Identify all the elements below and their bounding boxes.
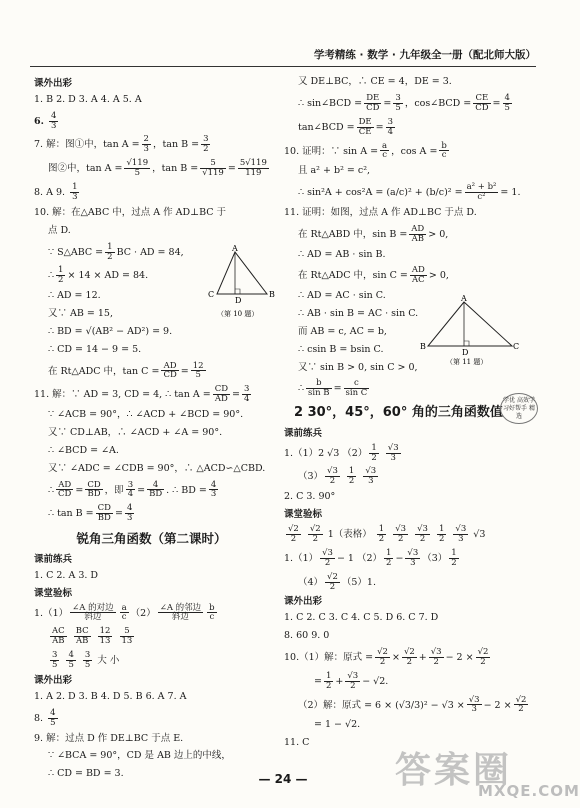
answer-line: tan∠BCD = $\frac{DE}{CE}$ = $\frac{3}{4}$: [298, 116, 394, 137]
answer-line: ∴ $\frac{b}{\text{sin B}}$ = $\frac{c}{\text{sin C}}$: [298, 378, 368, 399]
figure-caption: （第 11 题）: [446, 358, 488, 366]
answer-line: 6. $\frac{4}{3}$: [34, 110, 57, 131]
vertex-label-a: A: [461, 294, 467, 303]
answer-line: $\frac{AC}{AB}$ $\frac{BC}{AB}$ $\frac{12}{13}$ $\frac{5}{13}$: [52, 626, 133, 647]
answer-line: ∴ CD = 14 − 9 = 5.: [48, 343, 142, 355]
page-header: 学考精练 · 数学 · 九年级全一册（配北师大版）: [30, 44, 536, 67]
lesson-title: 2 30°，45°，60° 角的三角函数值: [294, 405, 503, 421]
answer-line: 而 AB = c, AC = b,: [298, 325, 387, 337]
vertex-label-b: B: [269, 290, 275, 299]
answer-line: 7. 解：图①中，tan A = $\frac{2}{3}$ ，tan B = $\frac{3}{2}$: [34, 134, 209, 155]
answer-line: （4） $\frac{√2}{2}$ （5）1.: [298, 571, 376, 592]
answer-line: ∴ csin B = bsin C.: [298, 343, 384, 355]
vertex-label-c: C: [513, 342, 520, 351]
answer-line: 在 Rt△ABD 中，sin B = $\frac{AD}{AB}$ > 0,: [298, 223, 449, 244]
answer-line: 10. 解：在△ABC 中，过点 A 作 AD⊥BC 于: [34, 207, 227, 218]
answer-line: ∵ S△ABC = $\frac{1}{2}$ BC · AD = 84,: [48, 241, 184, 262]
figure-10-triangle: [205, 244, 285, 322]
figure-11-triangle: [420, 294, 520, 372]
answer-line: 1. C 2. A 3. D: [34, 569, 99, 581]
answer-line: ∴ AD = AC · sin C.: [298, 290, 386, 302]
answer-line: = 1 − √2.: [314, 719, 361, 731]
answer-line: 又∵ ∠ADC = ∠CDB = 90°，∴ △ACD∽△CBD.: [48, 462, 266, 474]
answer-line: 10.（1）解：原式 = $\frac{√2}{2}$ × $\frac{√2}{2}$ + $\frac{√3}{2}$ − 2 × $\frac{√2}{2}$: [284, 646, 489, 667]
answer-line: 10. 证明：∵ sin A = $\frac{a}{c}$ ，cos A = $\frac{b}{c}$: [284, 140, 447, 161]
left-column: [34, 76, 269, 786]
answer-line: 8. A 9. $\frac{1}{3}$: [34, 182, 78, 203]
section-heading: 课前练兵: [284, 427, 323, 439]
vertex-label-c: C: [208, 290, 215, 299]
answer-line: 又∵ AB = 15,: [48, 308, 113, 320]
answer-line: 11. 解：∵ AD = 3, CD = 4, ∴ tan A = $\frac{CD}{AD}$ = $\frac{3}{4}$: [34, 384, 250, 405]
lesson-title: 锐角三角函数（第二课时）: [76, 531, 227, 547]
answer-line: ∴ tan B = $\frac{CD}{BD}$ = $\frac{4}{3}$: [48, 503, 133, 524]
answer-line: 点 D.: [48, 224, 71, 236]
section-heading: 课前练兵: [34, 554, 73, 566]
study-stamp: 学优 高效学习好帮手 精选: [500, 393, 538, 424]
figure-caption: （第 10 题）: [217, 310, 259, 318]
vertex-label-a: A: [232, 244, 238, 253]
answer-line: $\frac{√2}{2}$ $\frac{√2}{2}$ 1（表格） $\frac{1}{2}$ $\frac{√3}{2}$ $\frac{√3}{2}$ $\frac{1}{2}$ $\frac{√3}{3}$ √3: [288, 523, 486, 544]
watermark-url: MXQE.COM: [478, 782, 580, 800]
answer-line: （3） $\frac{√3}{2}$ $\frac{1}{2}$ $\frac{√3}{3}$: [298, 466, 377, 487]
answer-line: ∴ $\frac{1}{2}$ × 14 × AD = 84.: [48, 265, 149, 286]
answer-line: ∴ CD = BD = 3.: [48, 768, 124, 780]
vertex-label-d: D: [235, 296, 242, 305]
answer-line: ∴ sin∠BCD = $\frac{DE}{CD}$ = $\frac{3}{5}$ ，cos∠BCD = $\frac{CE}{CD}$ = $\frac{4}{5}$: [298, 92, 510, 113]
vertex-label-d: D: [462, 348, 469, 357]
answer-line: 1. A 2. D 3. B 4. D 5. B 6. A 7. A: [34, 690, 187, 702]
answer-line: 11. C: [284, 737, 310, 749]
answer-line: ∴ sin²A + cos²A = (a/c)² + (b/c)² = $\frac{\text{a² + b²}}{\text{c²}}$ = 1.: [298, 182, 521, 203]
section-heading: 课外出彩: [34, 78, 73, 89]
answer-line: ∴ $\frac{AD}{CD}$ = $\frac{CD}{BD}$ ，即 $\frac{3}{4}$ = $\frac{4}{BD}$ . ∴ BD = $\frac{4}{3}$: [48, 479, 217, 500]
section-heading: 课堂验标: [284, 509, 323, 521]
answer-line: 又 DE⊥BC，∴ CE = 4，DE = 3.: [298, 76, 452, 87]
answer-line: ∵ ∠ACB = 90°，∴ ∠ACD + ∠BCD = 90°.: [48, 409, 244, 421]
answer-line: 1. B 2. D 3. A 4. A 5. A: [34, 93, 142, 105]
answer-line: 1.（1） $\frac{√3}{2}$ − 1 （2） $\frac{1}{2}$ − $\frac{√3}{3}$ （3） $\frac{1}{2}$: [284, 547, 457, 568]
answer-line: 且 a² + b² = c²,: [298, 165, 371, 177]
answer-line: = $\frac{1}{2}$ + $\frac{√3}{2}$ − √2.: [314, 670, 389, 691]
vertex-label-b: B: [420, 342, 426, 351]
right-column: [284, 76, 536, 755]
watermark-logo: 答案圈: [395, 750, 513, 791]
page-number: — 24 —: [258, 772, 308, 786]
answer-line: ∴ AD = AB · sin B.: [298, 248, 386, 260]
answer-line: ∴ BD = √(AB² − AD²) = 9.: [48, 325, 173, 337]
answer-line: ∴ AD = 12.: [48, 290, 101, 302]
answer-line: ∵ ∠BCA = 90°，CD 是 AB 边上的中线，: [48, 750, 231, 762]
answer-line: $\frac{3}{5}$ $\frac{4}{5}$ $\frac{3}{5}$ 大 小: [52, 650, 120, 671]
answer-line: 图②中，tan A = $\frac{√119}{5}$ ，tan B = $\frac{5}{√119}$ = $\frac{5√119}{119}$: [48, 158, 267, 179]
answer-line: ∴ ∠BCD = ∠A.: [48, 444, 119, 456]
answer-line: 又∵ sin B > 0, sin C > 0,: [298, 361, 418, 373]
answer-line: 1. C 2. C 3. C 4. C 5. D 6. C 7. D: [284, 612, 439, 624]
section-heading: 课堂验标: [34, 587, 73, 599]
answer-line: （2）解：原式 = 6 × (√3/3)² − √3 × $\frac{√3}{3}$ − 2 × $\frac{√2}{2}$: [298, 694, 527, 715]
answer-line: 8. 60 9. 0: [284, 630, 330, 642]
answer-line: 11. 证明：如图，过点 A 作 AD⊥BC 于点 D.: [284, 207, 477, 218]
answer-line: 8. $\frac{4}{5}$: [34, 707, 56, 728]
section-heading: 课外出彩: [34, 675, 73, 687]
answer-line: 在 Rt△ADC 中，sin C = $\frac{AD}{AC}$ > 0,: [298, 265, 449, 286]
answer-line: 1.（1） $\frac{\text{∠A 的对边}}{\text{斜边}}$ $\frac{a}{c}$ （2） $\frac{\text{∠A 的邻边}}{\text{斜边}}$ $\frac{b}{c}$: [34, 602, 215, 623]
section-heading: 课外出彩: [284, 596, 323, 608]
answer-line: ∴ AB · sin B = AC · sin C.: [298, 308, 419, 320]
answer-line: 1.（1）2 √3 （2） $\frac{1}{2}$ $\frac{√3}{3}$: [284, 442, 399, 463]
answer-line: 2. C 3. 90°: [284, 491, 336, 503]
answer-line: 9. 解：过点 D 作 DE⊥BC 于点 E.: [34, 732, 184, 744]
answer-line: 在 Rt△ADC 中，tan C = $\frac{AD}{CD}$ = $\frac{12}{5}$: [48, 360, 204, 381]
answer-line: 又∵ CD⊥AB，∴ ∠ACD + ∠A = 90°.: [48, 427, 223, 439]
